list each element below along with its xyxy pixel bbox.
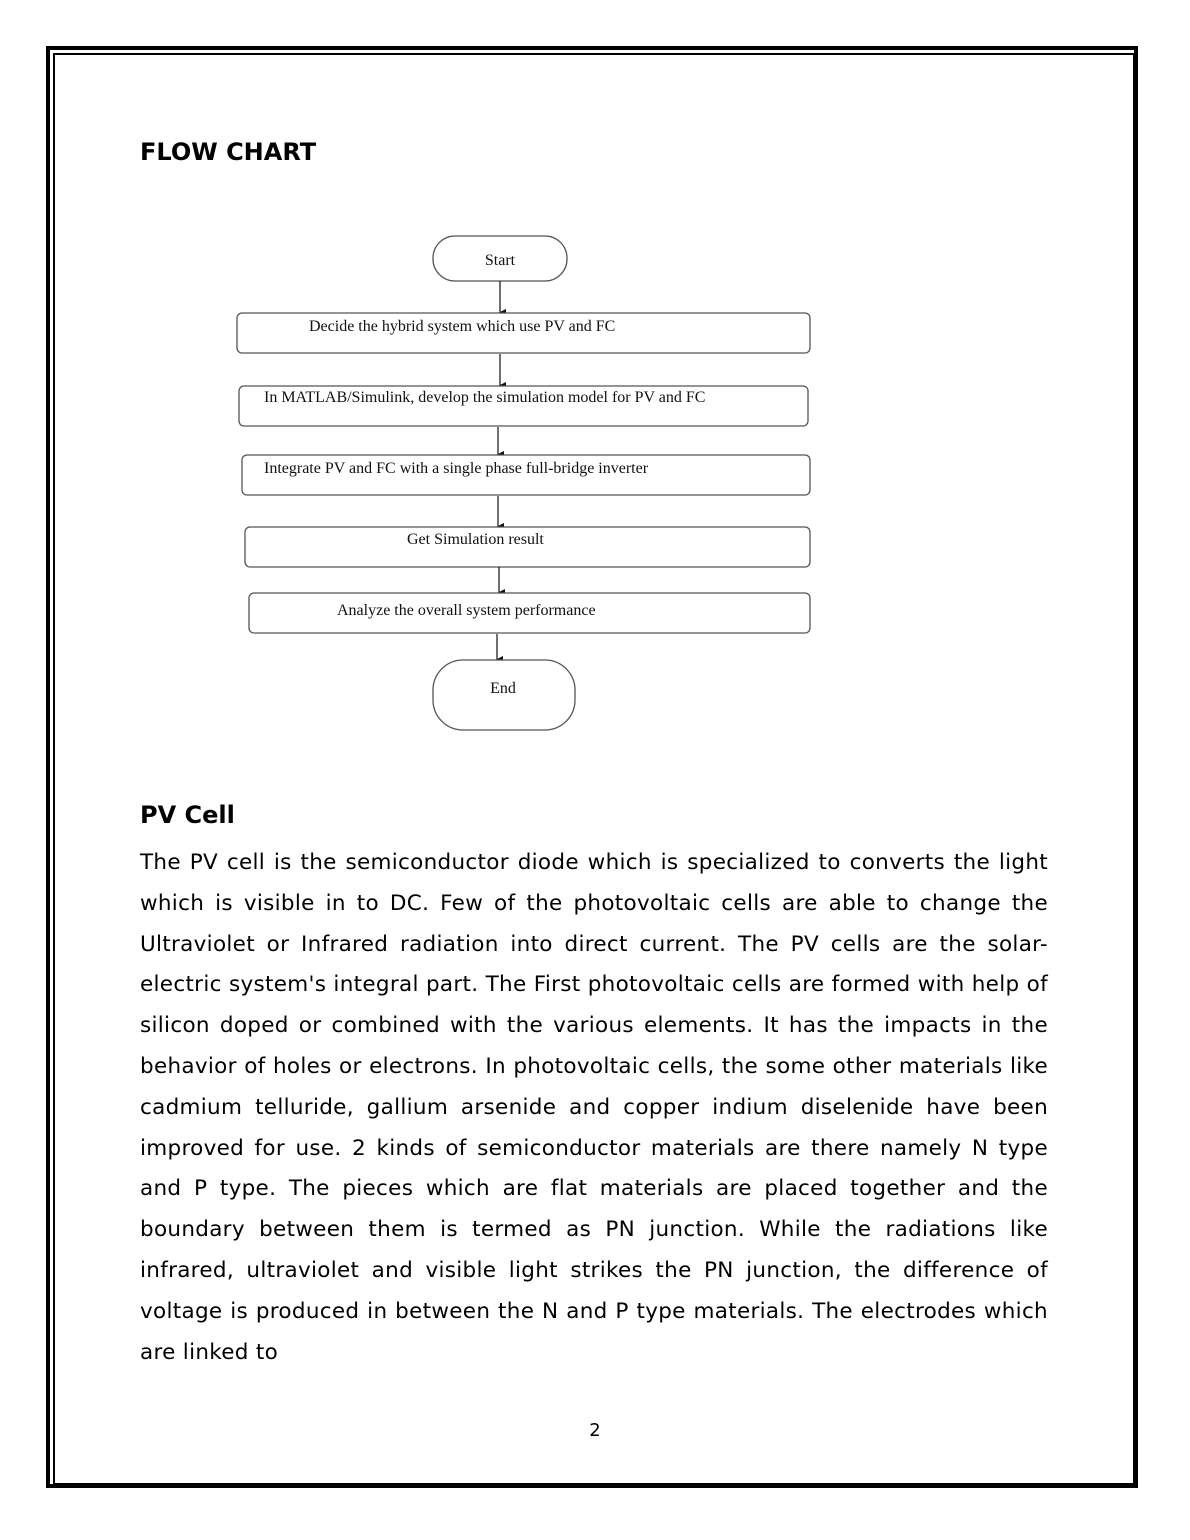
page-number: 2 — [589, 1420, 601, 1441]
flowchart-step-label: Analyze the overall system performance — [337, 602, 596, 619]
flowchart-step-label: In MATLAB/Simulink, develop the simulation model for PV and FC — [264, 389, 706, 406]
flowchart-step-label: Get Simulation result — [407, 531, 544, 548]
flowchart-start-label: Start — [484, 252, 516, 269]
section-heading-pv-cell: PV Cell — [140, 801, 235, 829]
body-paragraph: The PV cell is the semiconductor diode which is specialized to converts the light which is visible in to DC. Few of the photovoltaic cells are able to change the Ultraviolet or Infrared radiation into direct current. The PV cells are the solar-electric system's integral part. The First photovoltaic cells are formed with help of silicon doped or combined with the various elements. It has the impacts in the behavior of holes or electrons. In photovoltaic cells, the some other materials like cadmium telluride, gallium arsenide and copper indium diselenide have been improved for use. 2 kinds of semiconductor materials are there namely N type and P type. The pieces which are flat materials are placed together and the boundary between them is termed as PN junction. While the radiations like infrared, ultraviolet and visible light strikes the PN junction, the difference of voltage is produced in between the N and P type materials. The electrodes which are linked to — [140, 850, 1048, 1365]
flowchart-step-label: Integrate PV and FC with a single phase full-bridge inverter — [264, 460, 649, 477]
flowchart-heading: FLOW CHART — [140, 138, 317, 166]
flowchart-step-label: Decide the hybrid system which use PV and FC — [309, 318, 616, 335]
flowchart-end-label: End — [490, 680, 516, 697]
